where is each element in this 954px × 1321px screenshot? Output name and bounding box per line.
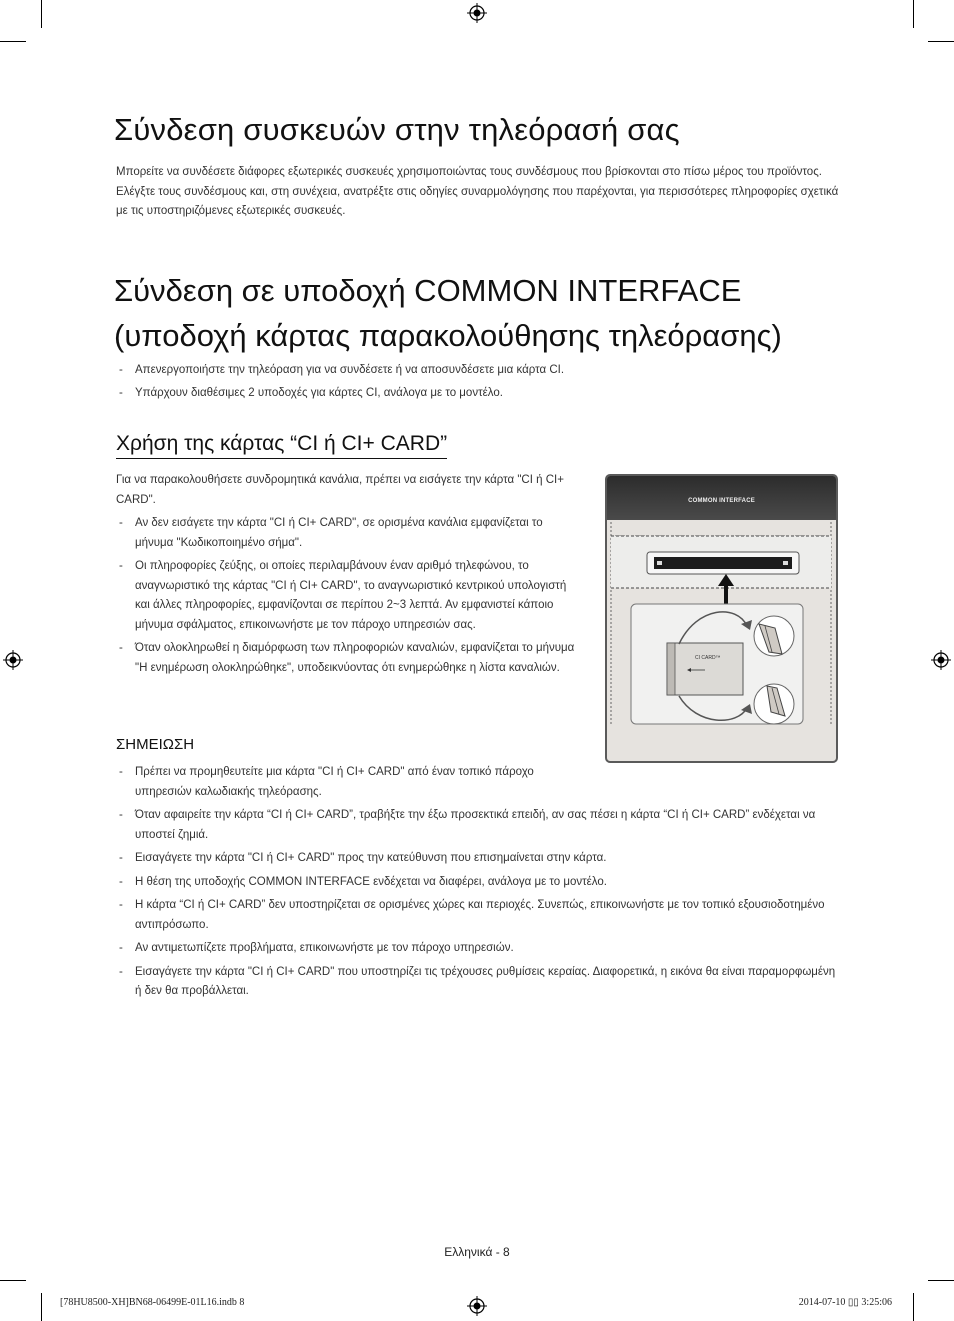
registration-mark-icon <box>3 650 23 670</box>
list-item: - Πρέπει να προμηθευτείτε μια κάρτα "CI ή CI+ CARD" από έναν τοπικό πάροχο υπηρεσιών καλωδιακής τηλεόρασης. <box>116 763 575 802</box>
note-points-list <box>116 763 841 1006</box>
list-item: - Οι πληροφορίες ζεύξης, οι οποίες περιλαμβάνουν έναν αριθμό τηλεφώνου, το αναγνωριστικό της κάρτας "CI ή CI+ CARD", το αναγνωριστικό κεντρικού υπολογιστή και άλλες πληροφορίες, εμφανίζονται σε περίπου 2~3 λεπτά. Αν εμφανιστεί κάποιο μήνυμα σφάλματος, επικοινωνήστε με τον πάροχο υπηρεσιών σας. <box>116 557 582 635</box>
list-item: - Απενεργοποιήστε την τηλεόραση για να συνδέσετε ή να αποσυνδέσετε μια κάρτα CI. <box>116 361 836 381</box>
list-item: - Εισαγάγετε την κάρτα "CI ή CI+ CARD" που υποστηρίζει τις τρέχουσες ρυθμίσεις κεραίας. Διαφορετικά, η εικόνα θα είναι παραμορφωμένη ή δεν θα προβάλλεται. <box>116 963 841 1002</box>
list-item: - Η κάρτα “CI ή CI+ CARD” δεν υποστηρίζεται σε ορισμένες χώρες και περιοχές. Συνεπώς, επικοινωνήστε με τον τοπικό εξουσιοδοτημένο αντιπρόσωπο. <box>116 896 841 935</box>
page-number: Ελληνικά - 8 <box>444 1245 510 1259</box>
note-heading: ΣΗΜΕΙΩΣΗ <box>116 736 195 753</box>
registration-mark-icon <box>931 650 951 670</box>
registration-mark-icon <box>467 1296 487 1316</box>
print-file-info: [78HU8500-XH]BN68-06499E-01L16.indb 8 <box>60 1297 245 1308</box>
list-item: - Εισαγάγετε την κάρτα "CI ή CI+ CARD" προς την κατεύθυνση που επισημαίνεται στην κάρτα. <box>116 849 841 869</box>
list-item: - Αν αντιμετωπίζετε προβλήματα, επικοινωνήστε με τον πάροχο υπηρεσιών. <box>116 939 841 959</box>
crop-mark <box>0 1280 26 1281</box>
crop-mark <box>928 1280 954 1281</box>
ci-notes-list <box>116 361 836 406</box>
list-item: - Όταν αφαιρείτε την κάρτα “CI ή CI+ CARD”, τραβήξτε την έξω προσεκτικά επειδή, αν σας πέσει η κάρτα “CI ή CI+ CARD” ενδέχεται να υποστεί ζημιά. <box>116 806 841 845</box>
crop-mark <box>41 1293 42 1321</box>
page-title: Σύνδεση συσκευών στην τηλεόρασή σας <box>114 112 680 147</box>
card-points-list <box>116 514 582 682</box>
common-interface-label: COMMON INTERFACE <box>688 498 755 504</box>
card-intro-paragraph: Για να παρακολουθήσετε συνδρομητικά κανάλια, πρέπει να εισάγετε την κάρτα "CI ή CI+ CARD". <box>116 474 564 506</box>
card-label: CI CARD™ <box>695 655 721 661</box>
intro-paragraph: Μπορείτε να συνδέσετε διάφορες εξωτερικές συσκευές χρησιμοποιώντας τους συνδέσμους που βρίσκονται στο πίσω μέρος του προϊόντος. Ελέγξτε τους συνδέσμους και, στη συνέχεια, ανατρέξτε στις οδηγίες συναρμολόγησης που παρέχονται, για περισσότερες πληροφορίες σχετικά με τις υποστηριζόμενες εξωτερικές συσκευές. <box>116 166 839 217</box>
crop-mark <box>0 41 26 42</box>
crop-mark <box>913 1293 914 1321</box>
list-item: - Υπάρχουν διαθέσιμες 2 υποδοχές για κάρτες CI, ανάλογα με το μοντέλο. <box>116 384 836 404</box>
crop-mark <box>928 41 954 42</box>
list-item: - Η θέση της υποδοχής COMMON INTERFACE ενδέχεται να διαφέρει, ανάλογα με το μοντέλο. <box>116 873 841 893</box>
ci-card-illustration <box>605 474 838 763</box>
section-heading-ci: Σύνδεση σε υποδοχή COMMON INTERFACE (υποδοχή κάρτας παρακολούθησης τηλεόρασης) <box>114 273 782 353</box>
subsection-heading-card: Χρήση της κάρτας “CI ή CI+ CARD” <box>116 432 447 459</box>
list-item: - Αν δεν εισάγετε την κάρτα "CI ή CI+ CARD", σε ορισμένα κανάλια εμφανίζεται το μήνυμα "Κωδικοποιημένο σήμα". <box>116 514 582 553</box>
list-item: - Όταν ολοκληρωθεί η διαμόρφωση των πληροφοριών καναλιών, εμφανίζεται το μήνυμα "Η ενημέρωση ολοκληρώθηκε", υποδεικνύοντας ότι ενημερώθηκε η λίστα καναλιών. <box>116 639 582 678</box>
registration-mark-icon <box>467 3 487 23</box>
print-date-info: 2014-07-10 ▯▯ 3:25:06 <box>798 1297 892 1308</box>
crop-mark <box>41 0 42 28</box>
ci-slot-diagram <box>607 476 836 761</box>
crop-mark <box>913 0 914 28</box>
